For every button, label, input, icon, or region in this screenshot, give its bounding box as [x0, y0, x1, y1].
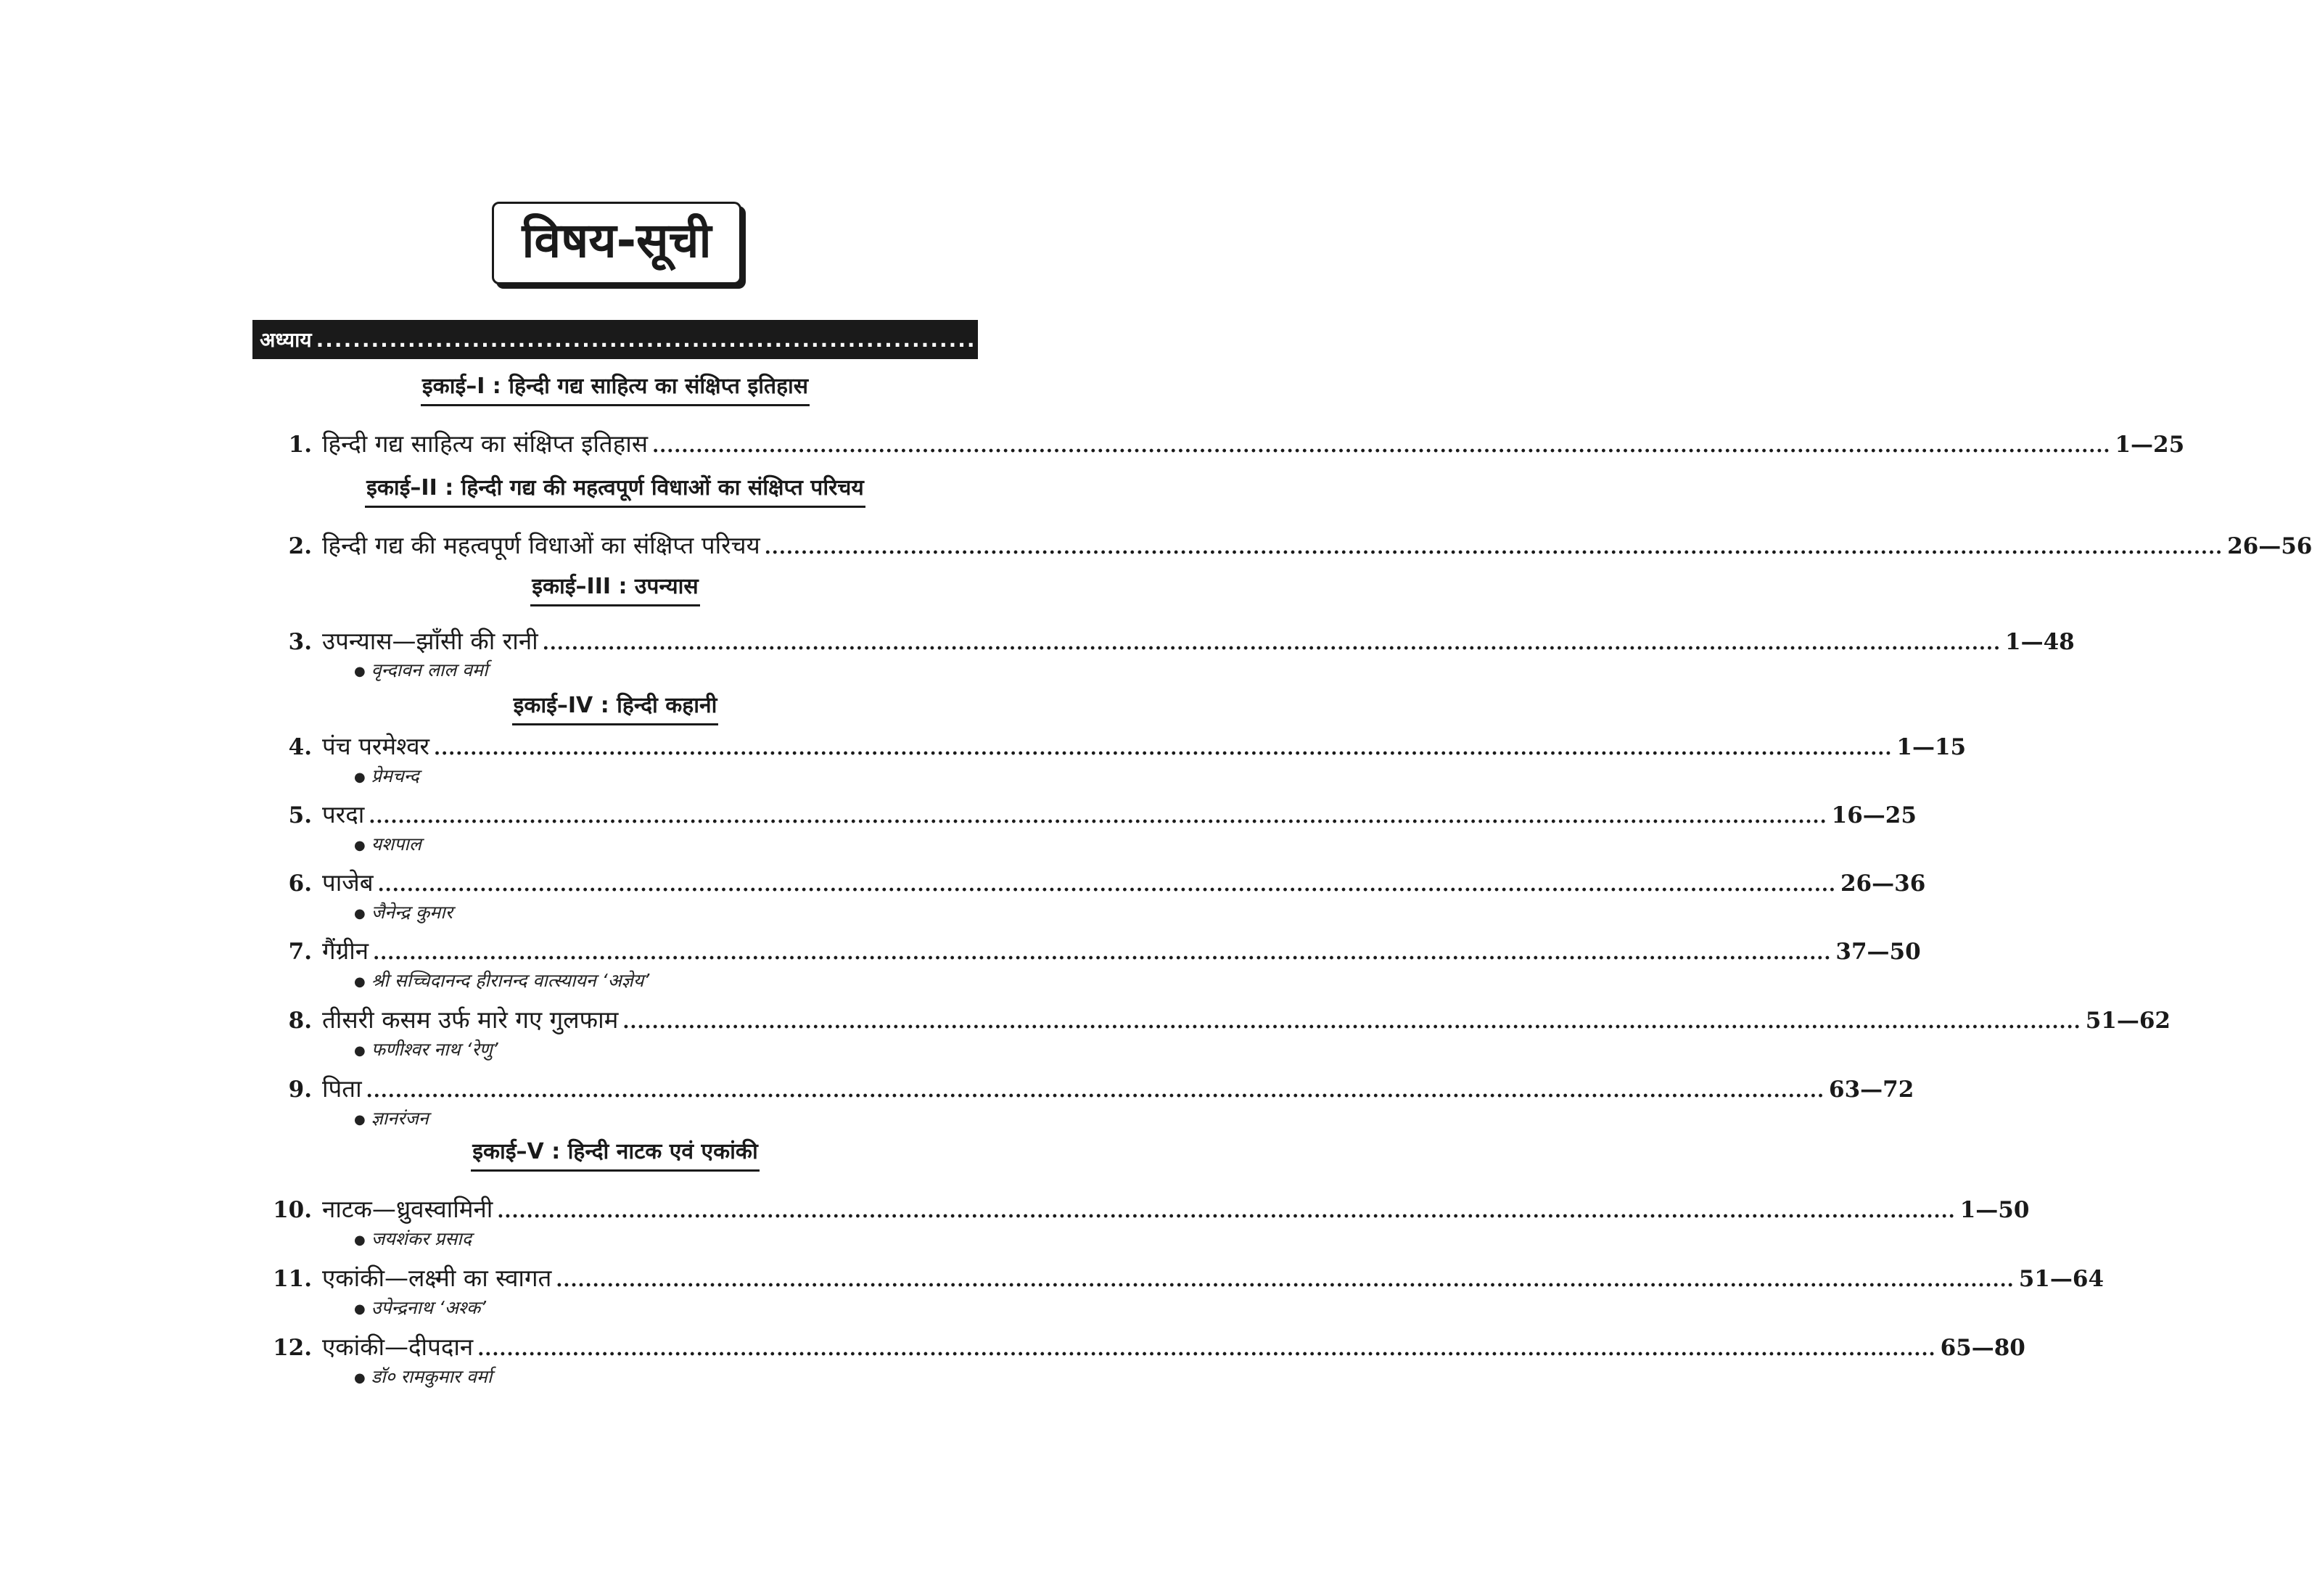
- entry-title: परदा: [322, 800, 365, 828]
- toc-entry[interactable]: [252, 427, 2185, 459]
- bullet-icon: ●: [354, 1301, 366, 1317]
- entry-pages: 1—25: [2115, 432, 2185, 458]
- entry-pages: 26—56: [2227, 533, 2312, 559]
- leader-dots: [622, 1011, 2081, 1033]
- unit-heading: इकाई–III : उपन्यास: [252, 570, 978, 606]
- entry-author: ● जयशंकर प्रसाद: [354, 1228, 472, 1249]
- entry-title: हिन्दी गद्य की महत्वपूर्ण विधाओं का संक्षिप्त परिचय: [322, 531, 760, 559]
- bullet-icon: ●: [354, 1370, 366, 1386]
- leader-dots: [765, 537, 2223, 559]
- toc-entry[interactable]: [252, 934, 1921, 966]
- entry-number: 8.: [288, 1008, 312, 1034]
- entry-author: ● जैनेन्द्र कुमार: [354, 902, 453, 923]
- bullet-icon: ●: [354, 1042, 366, 1058]
- bullet-icon: ●: [354, 1232, 366, 1248]
- entry-pages: 1—50: [1959, 1197, 2030, 1223]
- leader-dots: [543, 633, 2001, 654]
- toc-header-bar: [252, 314, 1766, 366]
- entry-number: 5.: [288, 802, 312, 828]
- header-chapter-label: अध्याय: [260, 328, 312, 352]
- leader-dots: [366, 1080, 1824, 1102]
- entry-author: ● यशपाल: [354, 834, 421, 855]
- toc-entry[interactable]: [252, 624, 2075, 657]
- entry-title: गैंग्रीन: [322, 937, 369, 965]
- entry-pages: 63—72: [1829, 1077, 1914, 1103]
- header-leader-dots: .........................................................................................................................................................: [316, 327, 1719, 352]
- bullet-icon: ●: [354, 1111, 366, 1127]
- entry-number: 9.: [288, 1077, 312, 1103]
- unit-heading: इकाई–I : हिन्दी गद्य साहित्य का संक्षिप्त इतिहास: [252, 370, 978, 406]
- bullet-icon: ●: [354, 769, 366, 785]
- unit-heading: इकाई–IV : हिन्दी कहानी: [252, 689, 978, 725]
- entry-pages: 1—48: [2005, 629, 2075, 655]
- toc-entry[interactable]: [252, 528, 2312, 561]
- toc-entry[interactable]: [252, 729, 1967, 762]
- entry-author: ● उपेन्द्रनाथ ‘अश्क’: [354, 1297, 487, 1318]
- entry-title: एकांकी—लक्ष्मी का स्वागत: [322, 1264, 552, 1292]
- entry-title: पाजेब: [322, 868, 374, 897]
- leader-dots: [556, 1270, 2014, 1291]
- entry-number: 6.: [288, 871, 312, 897]
- entry-number: 3.: [288, 629, 312, 655]
- entry-title: उपन्यास—झाँसी की रानी: [322, 627, 538, 655]
- entry-author: ● प्रेमचन्द: [354, 765, 419, 786]
- toc-entry[interactable]: [252, 865, 1926, 898]
- leader-dots: [434, 738, 1892, 760]
- entry-title: एकांकी—दीपदान: [322, 1333, 474, 1361]
- leader-dots: [652, 435, 2110, 457]
- leader-dots: [497, 1201, 1955, 1222]
- entry-author: ● डॉ० रामकुमार वर्मा: [354, 1366, 493, 1387]
- title-wrapper: [0, 202, 1233, 284]
- toc-entry[interactable]: [252, 1192, 2030, 1225]
- entry-author: ● श्री सच्चिदानन्द हीरानन्द वात्स्यायन ‘अज्ञेय’: [354, 970, 650, 991]
- entry-title: तीसरी कसम उर्फ मारे गए गुलफाम: [322, 1005, 619, 1034]
- entry-pages: 16—25: [1831, 802, 1917, 828]
- toc-entry[interactable]: [252, 1071, 1914, 1104]
- entry-author: ● ज्ञानरंजन: [354, 1108, 429, 1129]
- unit-heading: इकाई–V : हिन्दी नाटक एवं एकांकी: [252, 1135, 978, 1172]
- toc-entry[interactable]: [252, 1261, 2105, 1293]
- bullet-icon: ●: [354, 663, 366, 679]
- entry-number: 11.: [273, 1266, 312, 1292]
- entry-number: 2.: [288, 533, 312, 559]
- entry-pages: 1—15: [1896, 734, 1967, 760]
- toc-entry[interactable]: [252, 797, 1917, 830]
- entry-number: 1.: [288, 432, 312, 458]
- entry-number: 7.: [288, 939, 312, 965]
- bullet-icon: ●: [354, 974, 366, 990]
- leader-dots: [477, 1338, 1935, 1360]
- entry-author: ● फणीश्वर नाथ ‘रेणु’: [354, 1039, 498, 1060]
- toc-entry[interactable]: [252, 1330, 2025, 1362]
- entry-pages: 65—80: [1940, 1335, 2025, 1361]
- page-title: विषय-सूची: [492, 202, 741, 284]
- bullet-icon: ●: [354, 905, 366, 921]
- entry-number: 12.: [273, 1335, 312, 1361]
- entry-pages: 51—62: [2085, 1008, 2171, 1034]
- entry-pages: 51—64: [2018, 1266, 2105, 1292]
- unit-heading: इकाई–II : हिन्दी गद्य की महत्वपूर्ण विधाओं का संक्षिप्त परिचय: [252, 472, 978, 508]
- entry-title: पंच परमेश्वर: [322, 732, 430, 760]
- leader-dots: [369, 806, 1827, 828]
- entry-pages: 26—36: [1840, 871, 1926, 897]
- leader-dots: [373, 942, 1831, 964]
- entry-number: 10.: [273, 1197, 312, 1223]
- bullet-icon: ●: [354, 837, 366, 853]
- entry-title: पिता: [322, 1074, 362, 1103]
- entry-title: नाटक—ध्रुवस्वामिनी: [322, 1195, 493, 1223]
- toc-entry[interactable]: [252, 1003, 2171, 1035]
- header-page-label: पृष्ठ–संख्या: [1723, 314, 1766, 366]
- entry-number: 4.: [288, 734, 312, 760]
- entry-author: ● वृन्दावन लाल वर्मा: [354, 659, 488, 680]
- entry-title: हिन्दी गद्य साहित्य का संक्षिप्त इतिहास: [322, 429, 649, 458]
- leader-dots: [378, 874, 1836, 896]
- entry-pages: 37—50: [1835, 939, 1921, 965]
